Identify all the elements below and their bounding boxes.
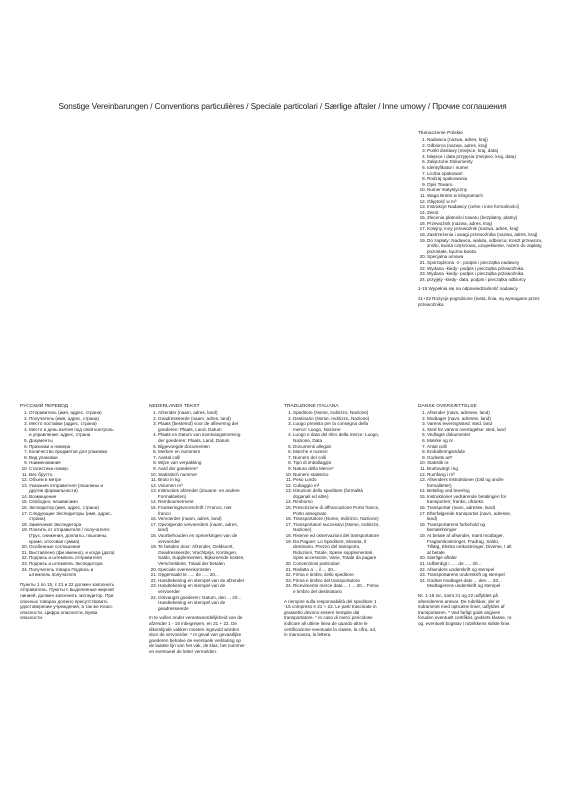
item-text: Prescrizione di affrancazione Porto franco, Porto assegnato [293,505,380,516]
item-number: 6. [422,164,426,170]
column-russian [20,404,116,621]
item-number: 9. [24,460,28,466]
item-text: Выставлено (фи именно), и когда (дата) [29,549,115,555]
item-text: Plaats (bestemd) voor de aflevering der goederen: Plaats, Land, Datum [158,421,239,432]
list-item [20,427,116,438]
item-number: 12. [419,471,426,477]
item-number: 18. [21,521,28,527]
item-number: 22. [419,265,426,271]
list-item [149,522,245,533]
item-text: przyjęty -kiedy- data, podpis i pieczątka odbiorcy [427,276,526,282]
item-text: Waga Brutto w kilogramach [427,192,483,198]
item-number: 19. [419,237,426,243]
item-text: Destinario (Nome, Indirizzo, Nazione) [293,415,370,421]
list-item [149,533,245,544]
list-item [20,511,116,522]
item-text: Aard der goederen* [158,465,199,471]
item-text: Afsenders underskrift og stempel [427,566,495,572]
item-text: Istruzioni dello speditore (formalità doganali ed altre) [293,488,363,499]
item-text: Vedlagte dokumenter [427,432,471,438]
column-note: In te vullen onder verantwoordelijkheid van de afzender 1 - 15 inbegrepen, en 21 + 22. De dikomlijnde vakken moeten ingevuld worden door de vervoerder. * In geval van gevaarlijke goederen behalve de eventuele verklaring op de laatste lijn van het vak, de klas, het nummer en eventueel de letter vermelden. [149,615,245,654]
item-number: 2. [153,415,157,421]
item-text: Efterfølgende transportør (navn, adresse, land) [427,510,512,522]
item-text: Получатель товара Подпись и штемпель получателя [29,566,94,578]
item-text: Tipo di imballaggio [293,460,332,466]
item-text: Godset modtaget dato ... den ... 20... Modtagerens underskrift og stempel [427,577,502,589]
item-list [418,137,546,282]
item-text: Firma e timbro dello speditore [293,572,354,578]
list-item [284,421,380,432]
item-number: 9. [288,465,292,471]
item-number: 17. [419,510,426,516]
item-number: 5. [288,443,292,449]
item-text: Следующие Экспедиторы (имя, адрес, страна) [29,510,112,522]
item-number: 19. [21,527,28,533]
item-text: Udfærdigt i ..... de ..... 20... [427,561,482,567]
item-number: 6. [24,443,28,449]
item-number: 7. [422,443,426,449]
item-text: Opis Towaru [427,181,453,187]
item-number: 13. [419,477,426,483]
item-number: 22. [285,572,292,578]
list-item [149,488,245,499]
list-item [284,505,380,516]
item-number: 17. [419,226,426,232]
item-number: 10. [419,187,426,193]
item-text: Varens leveringssted: sted, land [427,421,493,427]
item-text: Nadawca (nazwa, adres, kraj) [427,136,488,142]
column-note: 1-15 Wypełnia się na odpowiedzialność nadawcy [418,286,518,292]
item-number: 4. [24,426,28,432]
item-number: 7. [153,454,157,460]
item-text: Speciale overeenkomsten [158,566,211,572]
item-number: 7. [422,170,426,176]
item-number: 16. [21,505,28,511]
item-text: Statistisch nummer [158,471,198,477]
item-list [418,410,514,589]
item-number: 13. [419,204,426,210]
item-text: Rumfang i m³ [427,471,455,477]
item-text: Признаки и номера [29,443,71,449]
item-text: Numer statystyczny [427,187,468,193]
item-number: 2. [288,415,292,421]
list-item [20,567,116,578]
item-text: Подпись и штемпель отправителя [29,555,102,561]
item-text: Opgemaakt te ..... de ..... 20... [158,572,219,578]
item-number: 16. [285,516,292,522]
item-number: 19. [285,538,292,544]
item-text: Redatto a ... il ... 20... [293,566,337,572]
item-number: 24. [150,594,157,600]
list-item [284,583,380,594]
list-item [284,488,380,499]
item-number: 24. [419,276,426,282]
item-text: Objętość w m³ [427,198,457,204]
item-text: Natura della Merce* [293,465,334,471]
item-text: Załączone Dokumenty [427,159,473,165]
item-text: Luogo previsto per la consegna della merce: Luogo, Nazione [293,421,369,432]
item-number: 2. [24,415,28,421]
item-text: Da Pagare: Lo Speditore, Moneta, Il destinario, Prezzo del transporto, Riduzioni, Totale, Spese supplementari, Spes accessorie, Varie, Totale da pagare [293,538,377,561]
item-text: Замечания Экспедитора [29,521,82,527]
item-number: 9. [422,181,426,187]
item-number: 17. [21,510,28,516]
item-number: 5. [422,432,426,438]
item-number: 4. [422,153,426,159]
item-text: Særlige aftaler [427,555,457,561]
list-item [418,238,546,255]
item-text: Количество предметов для упаковки [29,449,108,455]
item-text: Kolejny, inny przewoźnik (nazwa, adres, kraj) [427,226,519,232]
item-text: Отправитель (имя, адрес, страна) [29,409,102,415]
item-number: 8. [153,460,157,466]
item-list [284,410,380,595]
item-number: 18. [285,533,292,539]
item-text: Transportørens forbehold og bemærkninger [427,521,486,533]
item-text: Bruto in kg [158,477,180,483]
item-number: 20. [419,254,426,260]
item-text: Платить от отправителя / получателя: (Груз, снижения, доплаты, пошлины, кроме, итоговая сумма) [29,527,110,544]
column-italian [284,404,380,638]
item-text: Статистика номер. [29,465,70,471]
item-text: Numero statistico [293,471,329,477]
column-notes [418,593,514,627]
item-number: 14. [419,488,426,494]
item-number: 22. [21,555,28,561]
item-text: Speditore (Nome, Indirizzo, Nazione) [293,409,369,415]
item-number: 6. [288,449,292,455]
item-text: Identyfikator i numer [427,164,469,170]
item-number: 10. [21,465,28,471]
item-text: Наименование [29,460,61,466]
item-text: Bruttovægt i kg [427,465,458,471]
column-heading: Tłumaczenie Polskie [418,131,463,136]
item-number: 1. [422,409,426,415]
list-item [149,505,245,516]
item-text: Aantal colli [158,454,181,460]
item-number: 23. [285,577,292,583]
item-number: 4. [422,426,426,432]
item-number: 8. [24,454,28,460]
item-number: 23. [150,583,157,589]
item-number: 20. [419,555,426,561]
item-number: 7. [288,454,292,460]
item-text: Numero del colli [293,454,326,460]
item-number: 15. [419,215,426,221]
item-text: Transportatore (Nome, Indirizzo, Nazione) [293,516,379,522]
list-item [284,539,380,561]
list-item [20,527,116,544]
item-text: Место и день взятия под свой контроль и управление: адрес, страна [29,426,114,438]
item-text: Особенные соглашения [29,544,81,550]
item-number: 14. [285,499,292,505]
item-text: Handtekening en stempel van de vervoerder [158,583,226,594]
item-text: Firma e timbro del transportatore [293,577,360,583]
item-number: 1. [153,409,157,415]
item-text: Odbiorca (nazwa, adres, kraj) [427,142,488,148]
item-number: 8. [422,449,426,455]
item-number: 24. [419,577,426,583]
item-text: Antal colli [427,443,447,449]
item-text: Liczba opakowań [427,170,463,176]
item-number: 15. [419,493,426,499]
item-text: Mærke og nr [427,437,454,443]
item-number: 8. [288,460,292,466]
item-number: 2. [422,415,426,421]
item-text: Получатель (имя, адрес, страна) [29,415,100,421]
column-notes [20,582,116,621]
item-text: Peso Lordo [293,477,317,483]
item-number: 2. [422,142,426,148]
item-text: Свободно, независимо [29,499,78,505]
item-text: Вид упаковки [29,454,58,460]
item-number: 10. [150,471,157,477]
item-number: 5. [422,159,426,165]
item-text: Plaats en Datum van inontvangstneming der goederen: Plaats, Land, Datum [158,432,241,443]
column-heading: TRADUZIONE ITALIANA [284,404,339,409]
column-note: A riempire sulla responsabilità del speditore 1 -15 compreso e 21 + 22. Le parti trascinate in grassetto devono essere riempite dal transportatore. * In caso di merci pericolose indicare all ultime linea de quardo altre le certificazione eventuale la classe, la cifra, od, in mancanza, la lettera. [284,598,377,638]
list-item [418,477,514,488]
item-text: Handtekening en stempel van de afzender [158,577,245,583]
item-number: 14. [150,499,157,505]
item-number: 18. [419,521,426,527]
item-number: 22. [150,577,157,583]
item-text: Rodzaj opakowania [427,176,468,182]
item-number: 1. [288,409,292,415]
item-text: Instruktioner vedrørende betalingen for transporten; franko, ufranko [427,493,507,505]
item-number: 15. [285,505,292,511]
list-item [149,544,245,566]
column-heading: РУССКИЙ ПЕРЕВОД [20,404,68,409]
item-number: 24. [285,583,292,589]
item-text: Do zapłaty: Nadawca, waluta, odbiorca; Koszt przewozu, zniżki, kwota częściowa, uzupełnienie, razem do zapłaty, pozostałe, łączna kwota. [427,237,543,254]
item-number: 21. [285,566,292,572]
item-number: 6. [422,437,426,443]
list-item [149,432,245,443]
item-number: 3. [288,421,292,427]
item-text: Transportatori successivi (Nome, Indirizzo, Nazione) [293,521,380,533]
item-text: Wijze van verpakking [158,460,202,466]
item-number: 3. [24,421,28,427]
item-number: 18. [419,232,426,238]
item-list [149,410,245,611]
column-note: 21+22 Rozycje pogrubione (tusta, linia, są wymagane przez przewoźnika [418,296,540,307]
item-text: Rimborso [293,499,313,505]
item-number: 21. [150,572,157,578]
item-number: 12. [150,482,157,488]
item-text: Transportør (navn, adresse, land) [427,505,496,511]
item-text: Вес брутто [29,471,53,477]
item-number: 17. [150,521,157,527]
list-item [284,432,380,443]
item-text: Wydana -kiedy- podpis i pieczątka przewoźnika [427,265,524,271]
item-number: 24. [21,566,28,572]
item-text: Rembourserment [158,499,194,505]
column-notes [284,599,380,638]
list-item [418,494,514,505]
item-text: Marche e numeri [293,449,328,455]
item-text: Afsenders instruktioner (told og andre formaliteter) [427,477,504,488]
item-text: Объем в метре [29,477,62,483]
item-text: Statistik nr. [427,460,450,466]
list-item [284,522,380,533]
list-item [418,578,514,589]
item-number: 21. [21,549,28,555]
item-text: Godsets art* [427,454,453,460]
item-text: Sporządzona -z-, podpis i pieczątka nadawcy [427,260,520,266]
item-number: 5. [153,443,157,449]
item-number: 22. [419,566,426,572]
item-text: Convenzioni particolari [293,561,340,567]
item-text: Zastrzeżenia i uwagi przewoźnika (nazwa, adres, kraj) [427,232,538,238]
page-title: Sonstige Vereinbarungen / Conventions particulières / Speciale particolari / Særlige aftaler / Inne umowy / Прочие соглашения [58,102,507,111]
item-text: Документы [29,437,53,443]
item-number: 13. [21,482,28,488]
item-text: Instrukcje Nadawcy (celne i inne formalności) [427,204,520,210]
item-text: Zwrot [427,209,439,215]
list-item [149,583,245,594]
column-danish [418,404,514,627]
item-number: 21. [419,260,426,266]
list-item [149,421,245,432]
item-text: Merken en nummers [158,449,201,455]
item-text: Instructies afzender (douane- en andere Formaliteiten) [158,488,240,499]
item-text: Bijgevoegde documenten [158,443,210,449]
item-text: Specjalna umowa [427,254,464,260]
item-text: Przewoźnik (nazwa, adres, kraj) [427,220,493,226]
item-text: Punkt dostawy (miejsce, kraj, data) [427,148,499,154]
item-text: Afzender (naam, adres, land) [158,409,218,415]
item-number: 1. [24,409,28,415]
item-text: Voorbehouden en opmerkingen van de vervoerder [158,533,238,544]
item-text: Zlecenia płatności towaru (bezpłatny, płatny) [427,215,518,221]
item-text: Ontvangst goederen: Datum, den ... 20... Handtekening en stempel van de geadresseerde [158,594,242,611]
item-number: 20. [150,566,157,572]
item-text: Место поставки (адрес, страна) [29,421,97,427]
column-notes [149,615,245,654]
column-heading: NEDERLANDS TEKST [149,404,200,409]
item-number: 3. [422,148,426,154]
item-number: 10. [285,471,292,477]
item-number: 15. [21,499,28,505]
item-number: 5. [24,437,28,443]
item-list [20,410,116,578]
item-number: 11. [285,477,292,483]
item-number: 14. [21,493,28,499]
item-number: 9. [422,454,426,460]
list-item [418,522,514,533]
item-text: Modtager (navn, adresse, land) [427,415,491,421]
item-text: Volumen m³ [158,482,183,488]
item-number: 1. [422,136,426,142]
list-item [149,595,245,612]
item-number: 3. [422,421,426,427]
list-item [20,483,116,494]
item-text: Возмещение [29,493,57,499]
column-polish [418,131,546,307]
item-number: 11. [150,477,157,483]
item-number: 13. [285,488,292,494]
item-number: 23. [419,572,426,578]
item-number: 21. [419,561,426,567]
item-number: 8. [422,176,426,182]
item-number: 11. [21,471,28,477]
item-number: 12. [419,198,426,204]
item-number: 9. [153,465,157,471]
item-number: 23. [21,561,28,567]
item-text: Riserve ed osservazioni del transportatore [293,533,380,539]
item-text: Luogo e data del ritiro della merce: Luogo, Nazione, Data [293,432,380,443]
item-text: Подпись и штемпель Экспедитора [29,561,103,567]
item-text: Ricevimento merce data ... I ... 20... Firma e timbro del destinatario [293,583,379,594]
item-text: Frankeringsvoorschrift / Franco, niet franco [158,505,232,516]
item-text: Cubaggio m³ [293,482,320,488]
item-text: Emballeringsmåde [427,449,466,455]
list-item [418,533,514,555]
column-note: Пункты 1 по 15, с 21 и 22 должен заполнить отправитель. Пункты с выделенные жирной линией, должен заполнить экспедитор. При опасных товарах должно присутствовать удостоверение учреждения, а так же Класс опасности, Цифра опасности, Буква опасности. [20,581,115,621]
column-note: Nr. 1-15 inc. samt 21 og 22 udfyldes på afsenderens ansvar. De rubrikker, der er indrammet med optrukne linier, udfyldes af transportøren. * Ved farligt gods angives foruden eventuelt certifikat, godsets klasse, nr. og. eventuelt bogstav i rubrikkens sidste linie. [418,592,513,626]
item-text: Vervoerder (naam, adres, land) [158,516,222,522]
item-number: 11. [419,192,426,198]
list-item [418,277,546,283]
item-number: 12. [21,477,28,483]
item-number: 17. [285,521,292,527]
item-number: 20. [285,561,292,567]
item-number: 10. [419,460,426,466]
column-dutch [149,404,245,655]
item-number: 16. [419,505,426,511]
item-number: 15. [150,505,157,511]
item-number: 23. [419,271,426,277]
item-number: 3. [153,421,157,427]
item-text: Wydana -kiedy- podpis i pieczątka przewoźnika [427,271,524,277]
item-text: Transportørens underskrift og stempel [427,572,505,578]
item-number: 11. [419,465,426,471]
item-number: 13. [150,488,157,494]
item-number: 4. [288,432,292,438]
item-number: 19. [150,544,157,550]
item-number: 18. [150,533,157,539]
item-text: Documenti allegati [293,443,331,449]
item-number: 16. [150,516,157,522]
item-text: Указания отправителя (пошлины и другие формальности) [29,482,104,494]
item-number: 12. [285,482,292,488]
item-number: 7. [24,449,28,455]
item-text: Geadresseerde (naam, adres, land) [158,415,231,421]
item-number: 6. [153,449,157,455]
item-text: Miejsce i data przyjęcia (miejsce, kraj, data) [427,153,516,159]
list-item [418,511,514,522]
item-text: Betaling ved levering [427,488,470,494]
column-notes [418,286,546,307]
item-number: 19. [419,533,426,539]
item-number: 14. [419,209,426,215]
column-heading: DANSK OVERSÆTTELSE [418,404,477,409]
item-text: Sted for varens overtagelse: sted, land [427,426,506,432]
item-number: 16. [419,220,426,226]
item-text: Opvolgende vervoerders (naam, adres, land) [158,521,238,533]
item-text: Te betalen door: Afzender, Geldsoort, Geadresseerde; Vrachtprijs, Kortingen, Saldo, Supplementen, Bijkomende kosten, Verschelderie, Totaal der betalen [158,544,245,567]
item-text: At betale af afsender, mønt modtager, Fragtomkostninger, Fradrag, Saldo, Tillæg, Ekstra omkostninger, Diverse, I alt at betale [427,533,512,555]
item-text: Экспедитор (имя, адрес, страна) [29,505,99,511]
item-number: 20. [21,544,28,550]
item-text: Afsender (navn, adresse, land) [427,409,490,415]
item-number: 4. [153,432,157,438]
